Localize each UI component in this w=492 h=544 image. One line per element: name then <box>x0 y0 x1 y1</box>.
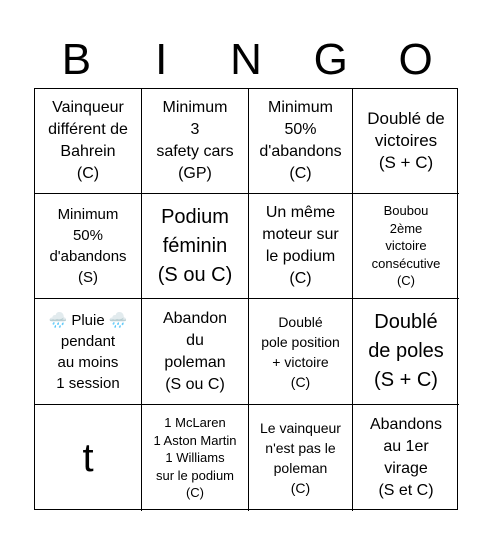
bingo-cell-13[interactable] <box>35 405 142 511</box>
bingo-cell-label: 1 McLaren 1 Aston Martin 1 Williams sur le podium (C) <box>153 415 237 501</box>
bingo-cell-label: Boubou 2ème victoire consécutive (C) <box>371 203 441 289</box>
bingo-cell-label: Abandon du poleman (S ou C) <box>162 309 228 393</box>
header-letter-g: G <box>313 35 348 84</box>
bingo-cell-9[interactable] <box>35 299 142 405</box>
bingo-cell-3[interactable] <box>249 89 353 194</box>
bingo-cell-label: Minimum 3 safety cars (GP) <box>156 99 234 182</box>
bingo-board <box>34 88 458 510</box>
bingo-cell-10[interactable] <box>142 299 249 405</box>
bingo-cell-label: Doublé de poles (S + C) <box>368 311 444 391</box>
bingo-cell-12[interactable] <box>353 299 459 405</box>
header-letter-n: N <box>230 35 262 84</box>
bingo-cell-label: Un même moteur sur le podium (C) <box>262 204 339 287</box>
bingo-cell-label: 🌧️ Pluie 🌧️ pendant au moins 1 session <box>48 311 128 392</box>
bingo-cell-5[interactable] <box>35 194 142 299</box>
bingo-cell-6[interactable] <box>142 194 249 299</box>
bingo-cell-8[interactable] <box>353 194 459 299</box>
bingo-cell-label: Doublé de victoires (S + C) <box>367 109 445 172</box>
bingo-cell-1[interactable] <box>35 89 142 194</box>
bingo-cell-label: Minimum 50% d'abandons (C) <box>259 99 342 182</box>
bingo-cell-label: Le vainqueur n'est pas le poleman (C) <box>260 420 341 496</box>
bingo-cell-label: Doublé pole position + victoire (C) <box>261 313 340 390</box>
header-letter-o: O <box>398 35 433 84</box>
bingo-cell-label: Podium féminin (S ou C) <box>157 205 233 286</box>
bingo-cell-16[interactable] <box>353 405 459 511</box>
bingo-cell-11[interactable] <box>249 299 353 405</box>
bingo-cell-label: Vainqueur différent de Bahrein (C) <box>48 99 128 182</box>
bingo-cell-label: Abandons au 1er virage (S et C) <box>369 416 443 499</box>
header-letter-b: B <box>61 35 92 84</box>
header-letter-i: I <box>155 35 168 84</box>
bingo-cell-4[interactable] <box>353 89 459 194</box>
bingo-cell-15[interactable] <box>249 405 353 511</box>
bingo-cell-label: Minimum 50% d'abandons (S) <box>49 206 127 286</box>
bingo-cell-label: t <box>82 436 94 480</box>
bingo-cell-2[interactable] <box>142 89 249 194</box>
bingo-cell-7[interactable] <box>249 194 353 299</box>
bingo-header <box>34 32 458 88</box>
bingo-cell-14[interactable] <box>142 405 249 511</box>
